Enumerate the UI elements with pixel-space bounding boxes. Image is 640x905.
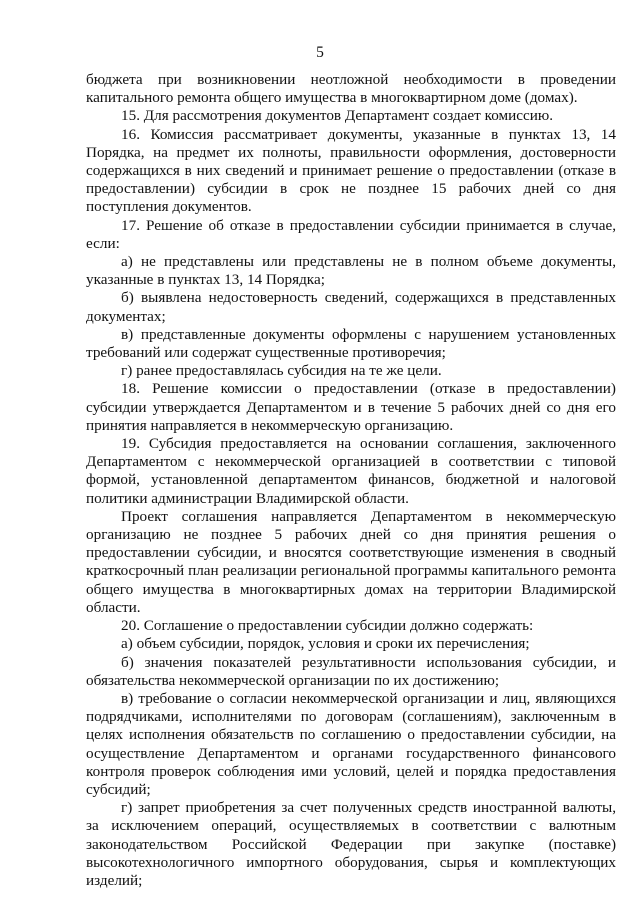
paragraph-17-g: г) ранее предоставлялась субсидия на те же цели.	[121, 362, 442, 380]
paragraph-20: 20. Соглашение о предоставлении субсидии должно содержать:	[121, 617, 534, 635]
paragraph-17-b: б) выявлена недостоверность сведений, содержащихся в представленных документах;	[86, 289, 616, 325]
paragraph-18: 18. Решение комиссии о предоставлении (отказе в предоставлении) субсидии утверждается Департаментом и в течение 5 рабочих дней со дня его принятия направляется в некоммерческую организацию.	[86, 380, 616, 434]
paragraph-16: 16. Комиссия рассматривает документы, указанные в пунктах 13, 14 Порядка, на предмет их полноты, правильности оформления, достоверности содержащихся в них сведений и принимает решение о предоставлении (отказе в предоставлении) субсидии в срок не позднее 15 рабочих дней со дня поступления документов.	[86, 125, 616, 216]
paragraph-17-a: а) не представлены или представлены не в полном объеме документы, указанные в пунктах 13, 14 Порядка;	[86, 253, 616, 289]
paragraph-15: 15. Для рассмотрения документов Департамент создает комиссию.	[121, 107, 554, 125]
paragraph-20-a: а) объем субсидии, порядок, условия и сроки их перечисления;	[121, 635, 530, 653]
paragraph-17-v: в) представленные документы оформлены с нарушением установленных требований или содержат существенные противоречия;	[86, 325, 616, 362]
paragraph-20-b: б) значения показателей результативности использования субсидии, и обязательства некоммерческой организации по их достижению;	[86, 653, 616, 689]
paragraph-19: 19. Субсидия предоставляется на основании соглашения, заключенного Департаментом с некоммерческой организацией в соответствии с типовой формой, установленной департаментом финансов, бюджетной и налоговой политики администрации Владимирской области.	[86, 435, 616, 507]
paragraph-17: 17. Решение об отказе в предоставлении субсидии принимается в случае, если:	[86, 216, 616, 252]
page-number: 5	[316, 44, 324, 61]
paragraph-20-v: в) требование о согласии некоммерческой организации и лиц, являющихся подрядчиками, исполнителями по договорам (соглашениям), заключенным в целях исполнения обязательств по соглашению о предоставлении субсидии, на осуществление Департаментом и органами государственного финансового контроля проверок соблюдения ими условий, целей и порядка предоставления субсидий;	[86, 689, 616, 798]
paragraph-20-g: г) запрет приобретения за счет полученных средств иностранной валюты, за исключением операций, осуществляемых в соответствии с валютным законодательством Российской Федерации при закупке (поставке) высокотехнологичного импортного оборудования, сырья и комплектующих изделий;	[86, 799, 616, 889]
paragraph-19-draft-agreement: Проект соглашения направляется Департаментом в некоммерческую организацию не позднее 5 рабочих дней со дня принятия решения о предоставлении субсидии, и вносятся соответствующие изменения в сводный краткосрочный план реализации региональной программы капитального ремонта общего имущества в многоквартирных домах на территории Владимирской области.	[86, 507, 616, 616]
paragraph-budget-continuation: бюджета при возникновении неотложной необходимости в проведении капитального ремонта общего имущества в многоквартирном доме (домах).	[86, 71, 616, 107]
document-body	[86, 71, 616, 890]
